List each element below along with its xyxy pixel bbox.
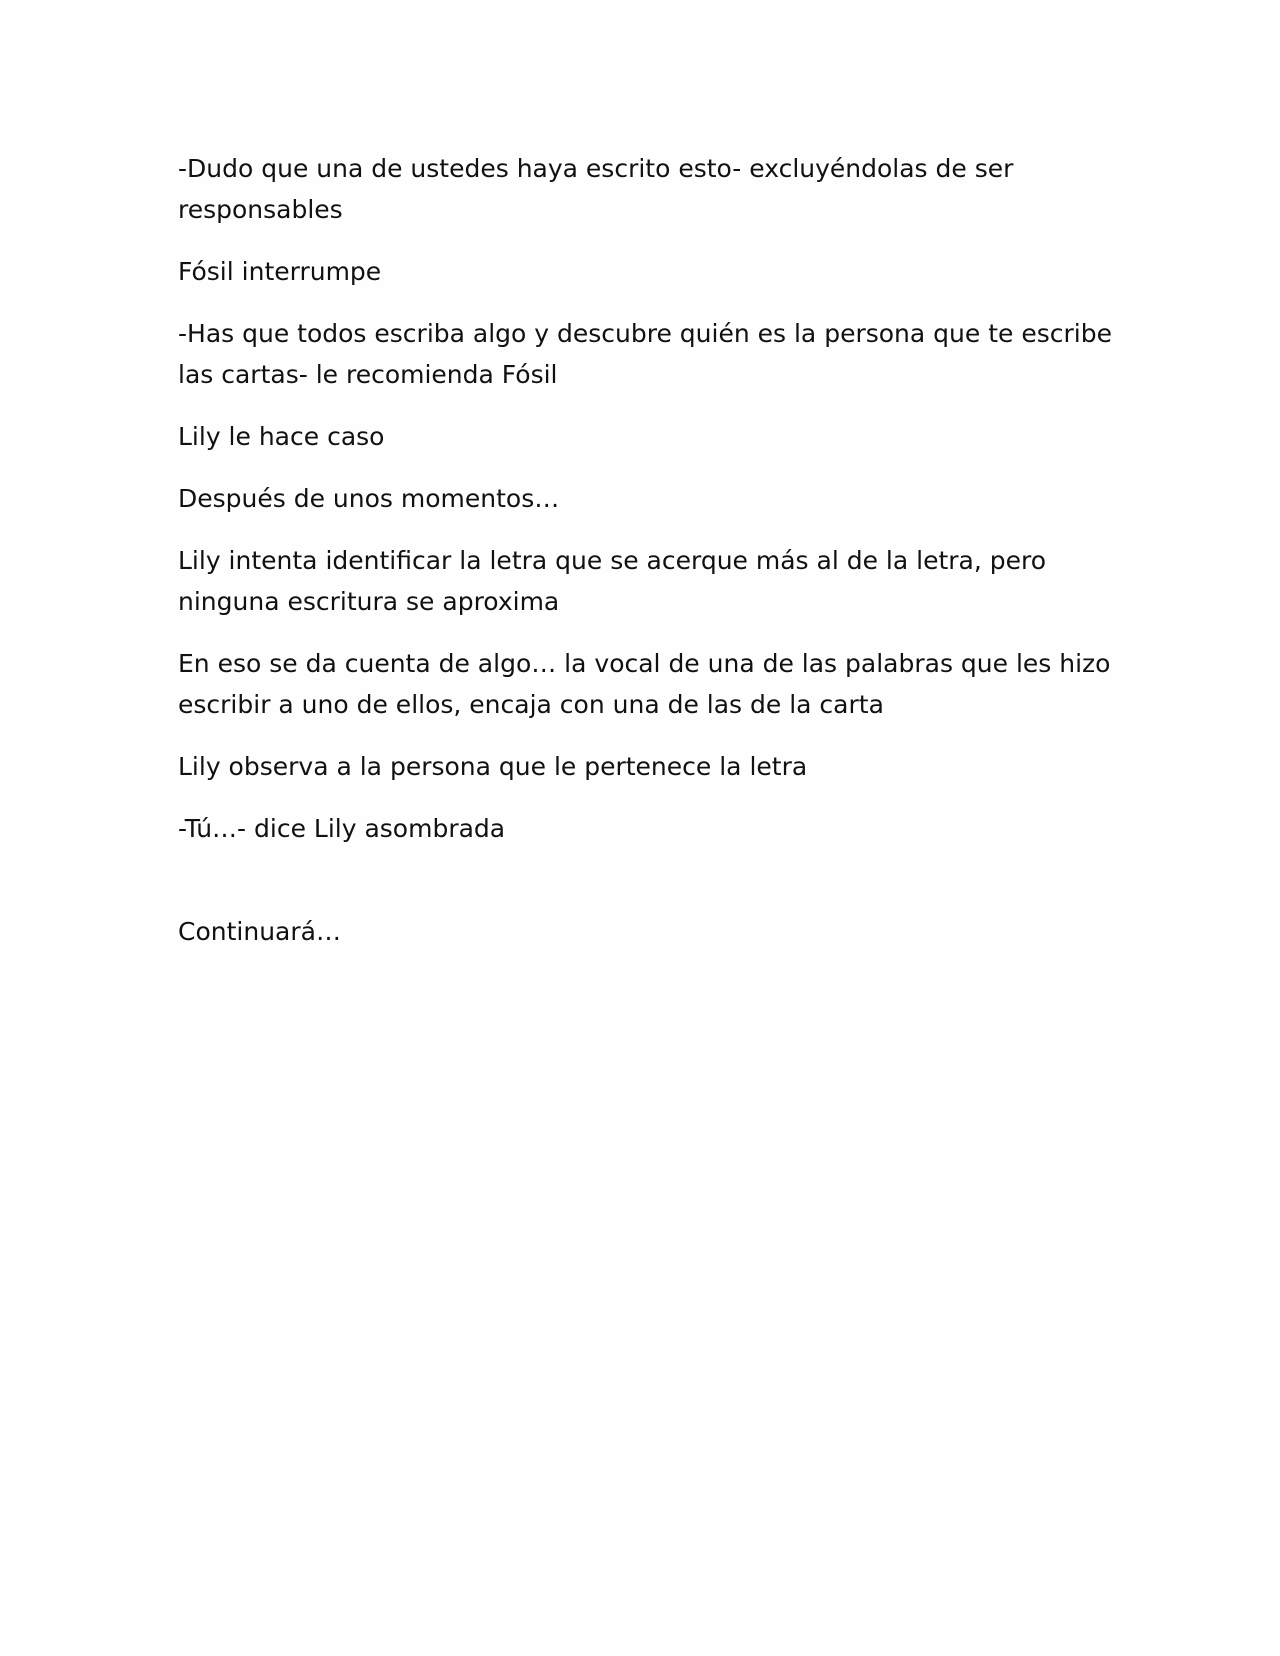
paragraph: -Tú…- dice Lily asombrada (178, 814, 506, 843)
document-body (178, 148, 1118, 973)
closing-line: Continuará… (178, 917, 341, 946)
paragraph: Lily intenta identificar la letra que se acerque más al de la letra, pero ninguna escritura se aproxima (178, 546, 1047, 616)
paragraph: Lily le hace caso (178, 422, 385, 451)
paragraph: -Dudo que una de ustedes haya escrito esto- excluyéndolas de ser responsables (178, 154, 1014, 224)
paragraph: Lily observa a la persona que le pertenece la letra (178, 752, 808, 781)
paragraph: Fósil interrumpe (178, 257, 382, 286)
paragraph: En eso se da cuenta de algo… la vocal de una de las palabras que les hizo escribir a uno de ellos, encaja con una de las de la carta (178, 649, 1111, 719)
paragraph: Después de unos momentos… (178, 484, 560, 513)
paragraph: -Has que todos escriba algo y descubre quién es la persona que te escribe las cartas- le recomienda Fósil (178, 319, 1112, 389)
